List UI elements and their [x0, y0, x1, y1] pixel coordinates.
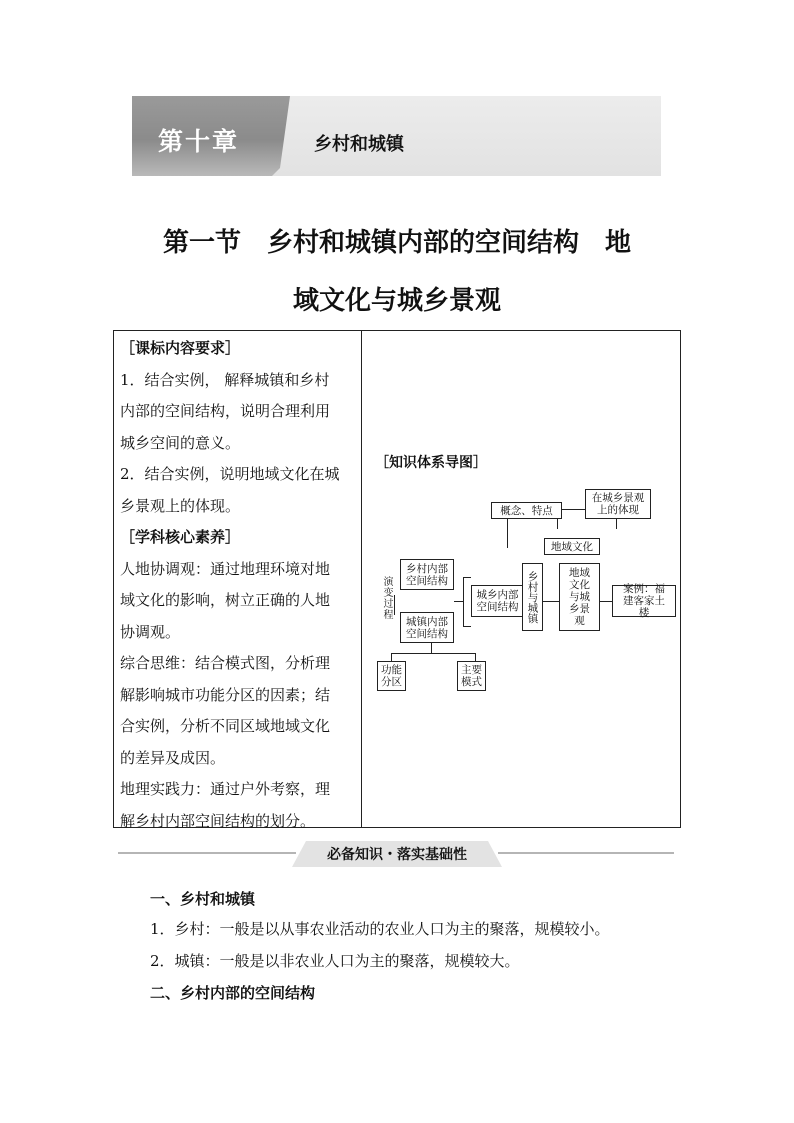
curriculum-line: 乡景观上的体现。	[120, 496, 241, 515]
requirements-column	[120, 333, 356, 837]
literacy-line: 协调观。	[120, 622, 181, 641]
connector-line	[463, 577, 464, 627]
literacy-line: 解乡村内部空间结构的划分。	[120, 811, 316, 830]
connector-line	[431, 643, 432, 653]
connector-line	[600, 601, 612, 602]
connector-line	[557, 519, 558, 529]
curriculum-line: 2．结合实例，说明地域文化在城	[120, 465, 340, 483]
literacy-line: 的差异及成因。	[120, 748, 226, 767]
chapter-banner	[132, 96, 661, 176]
literacy-line: 综合思维：结合模式图，分析理	[120, 654, 331, 672]
chapter-label: 第十章	[158, 127, 240, 156]
node-urban-rural-structure: 城乡内部空间结构	[471, 585, 524, 617]
section-title-line2: 域文化与城乡景观	[292, 286, 501, 316]
literacy-line: 合实例，分析不同区域地域文化	[120, 717, 331, 735]
node-function-zones: 功能分区	[377, 661, 406, 691]
node-village-town: 乡村与城镇	[522, 563, 543, 631]
literacy-heading: ［学科核心素养］	[120, 528, 241, 546]
connector-line	[391, 653, 475, 654]
literacy-line: 域文化的影响，树立正确的人地	[120, 591, 331, 609]
node-culture-landscape: 地域文化与城乡景观	[559, 563, 600, 631]
node-landscape: 在城乡景观上的体现	[585, 489, 651, 519]
heading-rural-structure: 二、乡村内部的空间结构	[150, 984, 316, 1002]
divider-line-left	[118, 852, 296, 854]
connector-line	[616, 519, 617, 529]
evolution-arrow	[394, 595, 395, 615]
section-title-line1: 第一节 乡村和城镇内部的空间结构 地	[162, 228, 631, 258]
section-divider	[118, 838, 674, 868]
connector-line	[543, 601, 559, 602]
chapter-title: 乡村和城镇	[314, 134, 404, 155]
connector-line	[463, 626, 471, 627]
curriculum-line: 内部的空间结构，说明合理利用	[120, 402, 331, 420]
knowledge-map-title: ［知识体系导图］	[375, 455, 487, 471]
requirements-table	[113, 330, 681, 828]
connector-line	[454, 601, 463, 602]
node-evolution: 演变过程	[378, 574, 394, 622]
literacy-line: 地理实践力：通过户外考察，理	[120, 780, 331, 798]
node-concept: 概念、特点	[491, 502, 562, 519]
node-regional-culture: 地域文化	[544, 538, 600, 555]
node-main-models: 主要模式	[457, 661, 486, 691]
divider-label: 必备知识・落实基础性	[327, 847, 467, 863]
node-case: 案例：福建客家土楼	[612, 585, 676, 617]
curriculum-line: 城乡空间的意义。	[120, 433, 241, 452]
item-rural: 1．乡村：一般是以从事农业活动的农业人口为主的聚落，规模较小。	[150, 920, 610, 938]
heading-rural-urban: 一、乡村和城镇	[150, 890, 256, 908]
curriculum-line: 1．结合实例， 解释城镇和乡村	[120, 370, 330, 389]
literacy-line: 人地协调观：通过地理环境对地	[120, 559, 331, 578]
literacy-line: 解影响城市功能分区的因素；结	[120, 685, 331, 704]
node-urban-structure: 城镇内部空间结构	[400, 612, 454, 643]
knowledge-map-column	[367, 331, 681, 827]
divider-line-right	[498, 852, 674, 854]
item-urban: 2．城镇：一般是以非农业人口为主的聚落，规模较大。	[150, 952, 520, 970]
connector-line	[463, 577, 471, 578]
column-divider	[361, 331, 362, 827]
curriculum-heading: ［课标内容要求］	[120, 339, 241, 357]
node-rural-structure: 乡村内部空间结构	[400, 559, 454, 590]
